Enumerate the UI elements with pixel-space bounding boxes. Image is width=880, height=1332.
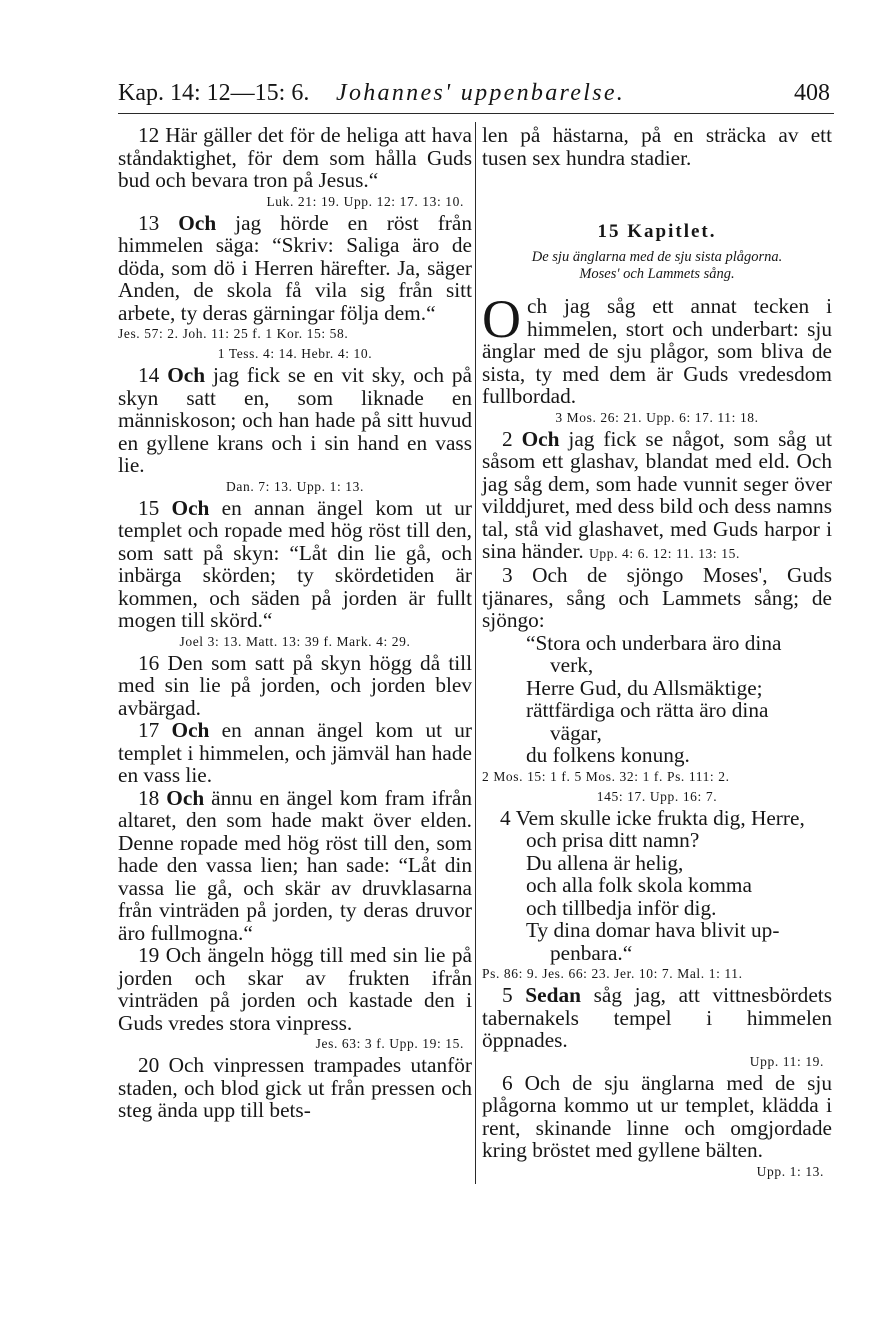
verse-12: 12 Här gäller det för de heliga att hava ståndaktighet, för dem som hålla Guds bud och bevara tron på Jesus.“: [118, 123, 472, 192]
book-title: Johannes' uppenbarelse.: [336, 80, 626, 106]
chapter-range: Kap. 14: 12—15: 6.: [118, 80, 310, 106]
running-header: [118, 78, 834, 114]
cross-reference: Upp. 11: 19.: [749, 1053, 824, 1069]
verse-3: 3 Och de sjöngo Moses', Guds tjänares, sång och Lammets sång; de sjöngo:: [482, 563, 832, 632]
verse-6: 6 Och de sju änglarna med de sju plågorna kommo ut ur templet, klädda i rent, skinande linne och omgjordade kring bröstet med gyllene bälten.: [482, 1070, 832, 1162]
chapter-subtitle: [482, 249, 832, 283]
cross-reference: Jes. 63: 3 f. Upp. 19: 15.: [315, 1036, 464, 1051]
poem-line: Ty dina domar hava blivit up-: [526, 918, 780, 942]
cross-reference: Joel 3: 13. Matt. 13: 39 f. Mark. 4: 29.: [179, 633, 411, 649]
cross-reference: 145: 17. Upp. 16: 7.: [596, 788, 718, 804]
poem-line: och prisa ditt namn?: [526, 828, 700, 852]
verse-20: 20 Och vinpressen trampades utanför staden, och blod gick ut från pressen och steg ända upp till bets-: [118, 1053, 472, 1122]
poem-line: verk,: [550, 653, 594, 677]
cross-reference: Upp. 4: 6. 12: 11. 13: 15.: [589, 546, 740, 561]
verse-1: Och jag såg ett annat tecken i himmelen, stort och underbart: sju änglar med de sju plågor, som bliva de sista, ty med dem är Guds vredesdom fullbordad.: [482, 289, 832, 408]
poem-line: penbara.“: [550, 940, 633, 965]
subtitle-line: Moses' och Lammets sång.: [579, 266, 735, 282]
chapter-title: 15 Kapitlet.: [597, 221, 717, 242]
cross-reference: Dan. 7: 13. Upp. 1: 13.: [226, 478, 364, 494]
cross-reference: Luk. 21: 19. Upp. 12: 17. 13: 10.: [266, 193, 464, 209]
verse-19: 19 Och ängeln högg till med sin lie på jorden och skar av frukten ifrån vinträden på jorden och kastade den i Guds vredes stora vinpress.: [118, 943, 472, 1035]
poem-line: Herre Gud, du Allsmäktige;: [526, 675, 763, 700]
column-divider: [475, 122, 476, 1184]
drop-cap: O: [482, 289, 521, 349]
poem-line: Du allena är helig,: [526, 850, 684, 875]
verse-17: 17 Och en annan ängel kom ut ur templet i himmelen, och jämväl han hade en vass lie.: [118, 718, 472, 787]
page-number: 408: [794, 80, 830, 106]
poem-line: 4 Vem skulle icke frukta dig, Herre,: [500, 805, 805, 830]
poem-line: rättfärdiga och rätta äro dina: [526, 698, 769, 722]
poem-line: vägar,: [550, 720, 602, 745]
verse-5: 5 Sedan såg jag, att vittnesbördets tabernakels tempel i himmelen öppnades.: [482, 983, 832, 1052]
poem-line: och alla folk skola komma: [526, 873, 752, 897]
cross-reference: 2 Mos. 15: 1 f. 5 Mos. 32: 1 f. Ps. 111: 2.: [482, 768, 730, 784]
header-rule: [118, 113, 834, 114]
cross-reference: Upp. 1: 13.: [756, 1163, 824, 1179]
verse-18: 18 Och ännu en ängel kom fram ifrån altaret, den som hade makt över elden. Denne ropade med hög röst till den, som hade den vassa lien; han sade: “Låt din vassa lie gå, och skär av druvklasarna från vinträden på jorden, ty deras druvor äro fullmogna.“: [118, 785, 473, 945]
verse-15: 15 Och en annan ängel kom ut ur templet och ropade med hög röst till den, som satt på skyn: “Låt din lie gå, och inbärga skörden; ty skördetiden är kommen, och säden på jorden är fullt mogen till skörd.“: [118, 495, 472, 632]
verse-13: 13 Och jag hörde en röst från himmelen säga: “Skriv: Saliga äro de döda, som dö i Herren härefter. Ja, säger Anden, de skola få vila sig från sitt arbete, ty deras gärningar följa dem.“: [118, 210, 472, 325]
left-column: [118, 124, 472, 1122]
verse-4-poem: [482, 807, 832, 965]
verse-14: 14 Och jag fick se en vit sky, och på skyn satt en, som liknade en människoson; och han hade på sitt huvud en gyllene krans och i sin hand en vass lie.: [118, 363, 472, 477]
cross-reference: 3 Mos. 26: 21. Upp. 6: 17. 11: 18.: [555, 409, 759, 425]
song-of-moses: [482, 632, 832, 767]
subtitle-line: De sju änglarna med de sju sista plågorna.: [531, 249, 783, 265]
cross-reference: Ps. 86: 9. Jes. 66: 23. Jer. 10: 7. Mal. 1: 11.: [482, 966, 743, 981]
poem-line: “Stora och underbara äro dina: [526, 630, 782, 655]
poem-line: du folkens konung.: [526, 743, 690, 767]
verse-2: 2 Och jag fick se något, som såg ut såsom ett glashav, blandat med eld. Och jag såg dem, som hade vunnit seger över vilddjuret, med dess bild och dess namns tal, stå vid glashavet, med Guds harpor i sina händer. Upp. 4: 6. 12: 11. 13: 15.: [482, 426, 832, 563]
verse-16: 16 Den som satt på skyn högg då till med sin lie på jorden, och jorden blev avbärgad.: [118, 650, 472, 720]
cross-reference: Jes. 57: 2. Joh. 11: 25 f. 1 Kor. 15: 58.: [118, 326, 349, 341]
poem-line: och tillbedja inför dig.: [526, 895, 717, 920]
cross-reference: 1 Tess. 4: 14. Hebr. 4: 10.: [217, 346, 373, 361]
verse-20-continuation: len på hästarna, på en sträcka av ett tusen sex hundra stadier.: [482, 123, 832, 170]
right-column: [482, 124, 832, 1182]
